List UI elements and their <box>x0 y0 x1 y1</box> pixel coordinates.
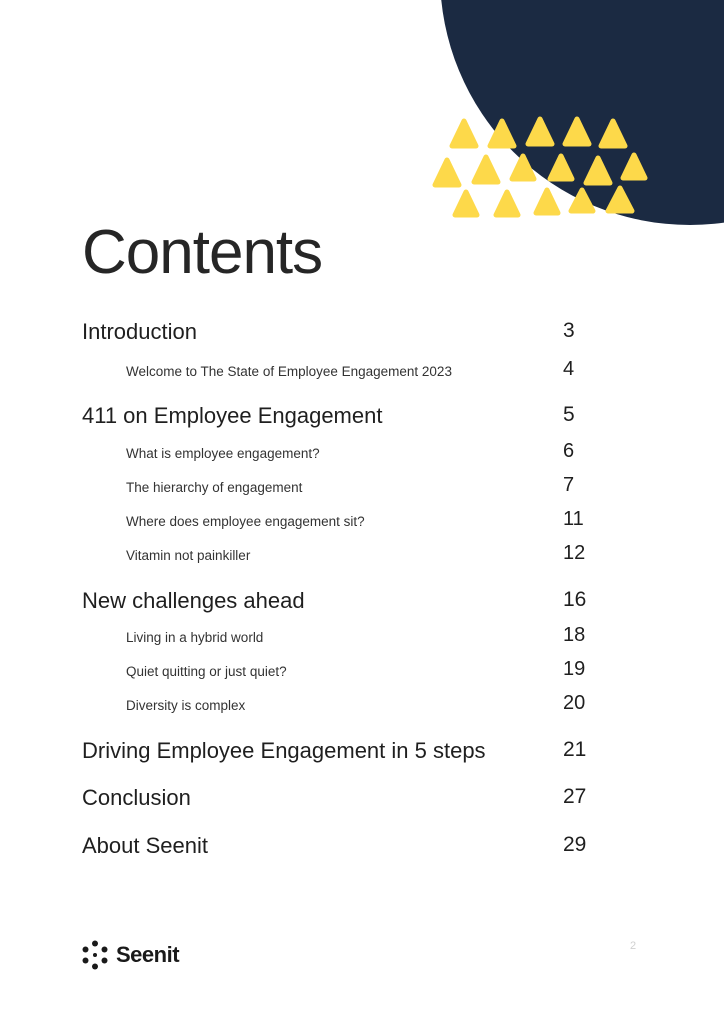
toc-entry-page: 11 <box>563 508 584 530</box>
toc-entry-label: Welcome to The State of Employee Engagement 2023 <box>126 364 452 379</box>
logo-text: Seenit <box>116 942 180 967</box>
toc-entry-label: Quiet quitting or just quiet? <box>126 664 287 679</box>
toc-entry-page: 19 <box>563 658 586 680</box>
toc-entry-label: Conclusion <box>82 785 191 810</box>
toc-entry-page: 3 <box>563 319 575 342</box>
page-title: Contents <box>82 218 323 287</box>
toc-entry-label: 411 on Employee Engagement <box>82 403 383 428</box>
toc-entry-label: What is employee engagement? <box>126 446 320 461</box>
toc-entry-label: Diversity is complex <box>126 698 246 713</box>
toc-entry-label: Driving Employee Engagement in 5 steps <box>82 738 486 763</box>
toc-entry-label: New challenges ahead <box>82 588 305 613</box>
toc-entry-page: 27 <box>563 785 587 808</box>
toc-entry-page: 16 <box>563 588 587 611</box>
toc-entry-page: 21 <box>563 738 587 761</box>
toc-entry-page: 12 <box>563 542 586 564</box>
toc-entry-label: Introduction <box>82 319 197 344</box>
toc-entry-page: 6 <box>563 440 575 462</box>
page-number: 2 <box>630 940 637 952</box>
toc-entry-label: About Seenit <box>82 833 208 858</box>
toc-entry-page: 5 <box>563 403 575 426</box>
toc-entry-page: 4 <box>563 358 575 380</box>
seenit-dots-icon <box>82 940 108 970</box>
toc-entry-page: 7 <box>563 474 575 496</box>
toc-entry-page: 18 <box>563 624 586 646</box>
toc-entry-label: The hierarchy of engagement <box>126 480 303 495</box>
toc-entry-label: Where does employee engagement sit? <box>126 514 365 529</box>
toc-entry-page: 20 <box>563 692 586 714</box>
seenit-logo <box>82 940 179 970</box>
toc-entry-label: Living in a hybrid world <box>126 630 264 645</box>
toc-entry-page: 29 <box>563 833 587 856</box>
toc-entry-label: Vitamin not painkiller <box>126 548 251 563</box>
